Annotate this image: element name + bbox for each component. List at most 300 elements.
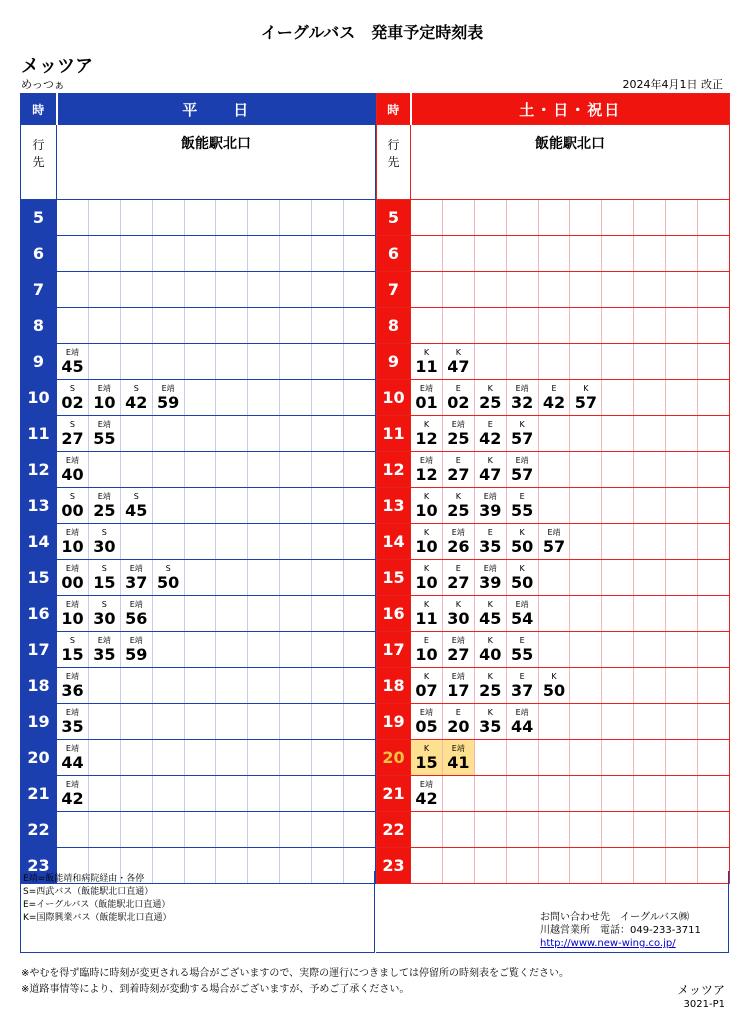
departure-slot: [442, 776, 474, 812]
route-code: E靖: [129, 636, 143, 645]
departure-slot: [442, 380, 474, 416]
route-code: E靖: [419, 456, 433, 465]
departure-slot: [411, 740, 443, 776]
departure-slot: [634, 776, 666, 812]
stop-kana: めっつぁ: [21, 78, 65, 91]
route-code: E靖: [65, 672, 79, 681]
route-code: S: [69, 636, 75, 645]
departure-slot: [506, 344, 538, 380]
departure-slot: [184, 308, 216, 344]
hour-cell: 15: [377, 560, 411, 596]
departure-slot: [120, 488, 152, 524]
departure-slot: [634, 596, 666, 632]
departure-slot: [88, 200, 120, 236]
hour-row: [21, 344, 376, 380]
departure-slot: [280, 668, 312, 704]
departure-slot: [474, 308, 506, 344]
route-code: E: [455, 708, 461, 717]
departure-slot: [474, 524, 506, 560]
departure-slot: [88, 812, 120, 848]
departure-slot: [248, 452, 280, 488]
departure-slot: [120, 740, 152, 776]
departure-slot: [88, 632, 120, 668]
route-code: S: [101, 564, 107, 573]
route-code: E靖: [97, 492, 111, 501]
departure-slot: [602, 704, 634, 740]
departure-slot: [216, 200, 248, 236]
hour-cell: 20: [377, 740, 411, 776]
contact-url-link[interactable]: http://www.new-wing.co.jp/: [540, 938, 676, 949]
departure-minute: 47: [479, 465, 502, 484]
departure-slot: [152, 272, 184, 308]
departure-slot: [666, 488, 698, 524]
departure-slot: [411, 524, 443, 560]
hour-cell: 11: [377, 416, 411, 452]
departure-minute: 27: [61, 429, 84, 448]
departure-slot: [538, 272, 570, 308]
weekday-timetable: [20, 93, 376, 884]
departure-slot: [88, 380, 120, 416]
departure-slot: [666, 560, 698, 596]
departure-minute: 50: [510, 573, 534, 592]
departure-slot: [216, 560, 248, 596]
departure-minute: 56: [125, 609, 148, 628]
departure-slot: [698, 560, 730, 596]
departure-slot: [120, 308, 152, 344]
departure-slot: [57, 596, 89, 632]
departure-slot: [602, 416, 634, 452]
notes: [21, 966, 569, 998]
departure-minute: 10: [61, 537, 84, 556]
hour-cell: 23: [21, 848, 57, 884]
departure-slot: [411, 236, 443, 272]
departure-slot: [698, 668, 730, 704]
hour-cell: 13: [21, 488, 57, 524]
departure-slot: [120, 272, 152, 308]
departure-minute: 45: [61, 357, 84, 376]
departure-slot: [312, 272, 344, 308]
departure-slot: [248, 632, 280, 668]
departure-slot: [184, 452, 216, 488]
route-code: E靖: [483, 564, 497, 573]
route-code: E: [519, 636, 525, 645]
departure-slot: [120, 596, 152, 632]
departure-slot: [602, 668, 634, 704]
route-code: E靖: [129, 600, 143, 609]
route-code: K: [423, 528, 430, 537]
departure-slot: [184, 596, 216, 632]
departure-slot: [57, 452, 89, 488]
route-code: K: [487, 600, 493, 609]
hour-cell: 11: [21, 416, 57, 452]
departure-slot: [248, 812, 280, 848]
departure-slot: [152, 308, 184, 344]
departure-slot: [538, 740, 570, 776]
departure-slot: [344, 452, 376, 488]
departure-slot: [698, 380, 730, 416]
departure-slot: [602, 272, 634, 308]
departure-minute: 42: [125, 393, 148, 412]
hour-row: [377, 488, 730, 524]
hour-row: [377, 704, 730, 740]
departure-minute: 55: [510, 645, 534, 664]
departure-minute: 37: [125, 573, 148, 592]
departure-slot: [312, 416, 344, 452]
hour-row: [377, 416, 730, 452]
hour-row: [377, 740, 730, 776]
departure-slot: [344, 668, 376, 704]
departure-slot: [666, 236, 698, 272]
departure-slot: [442, 344, 474, 380]
weekday-header: 平 日: [57, 94, 376, 125]
departure-slot: [538, 560, 570, 596]
departure-slot: [411, 380, 443, 416]
hour-row: [377, 380, 730, 416]
route-code: E靖: [547, 528, 561, 537]
departure-minute: 45: [125, 501, 148, 520]
departure-slot: [312, 452, 344, 488]
departure-slot: [538, 236, 570, 272]
departure-minute: 35: [479, 537, 502, 556]
departure-slot: [216, 308, 248, 344]
departure-slot: [602, 308, 634, 344]
route-code: S: [165, 564, 171, 573]
route-code: S: [69, 420, 75, 429]
departure-slot: [411, 416, 443, 452]
departure-slot: [506, 776, 538, 812]
departure-slot: [88, 740, 120, 776]
route-code: E靖: [97, 420, 111, 429]
departure-slot: [88, 704, 120, 740]
departure-slot: [538, 632, 570, 668]
route-code: S: [133, 492, 139, 501]
departure-slot: [57, 200, 89, 236]
departure-slot: [152, 704, 184, 740]
departure-slot: [411, 632, 443, 668]
departure-slot: [152, 596, 184, 632]
departure-slot: [442, 668, 474, 704]
departure-slot: [570, 812, 602, 848]
hour-row: [21, 200, 376, 236]
departure-slot: [152, 380, 184, 416]
hour-row: [377, 560, 730, 596]
departure-slot: [152, 560, 184, 596]
departure-minute: 41: [447, 753, 470, 772]
departure-slot: [312, 380, 344, 416]
hour-row: [377, 452, 730, 488]
departure-slot: [666, 632, 698, 668]
holiday-timetable: [376, 93, 730, 884]
departure-slot: [280, 380, 312, 416]
departure-minute: 40: [61, 465, 84, 484]
departure-slot: [666, 344, 698, 380]
departure-slot: [248, 524, 280, 560]
departure-minute: 05: [415, 717, 438, 736]
departure-minute: 10: [61, 609, 84, 628]
route-code: E: [487, 420, 493, 429]
departure-slot: [666, 272, 698, 308]
departure-slot: [152, 740, 184, 776]
departure-slot: [152, 236, 184, 272]
departure-slot: [411, 488, 443, 524]
route-code: E靖: [515, 384, 529, 393]
departure-slot: [312, 632, 344, 668]
footer-stop-name: メッツア: [676, 983, 725, 997]
departure-slot: [538, 380, 570, 416]
hour-row: [377, 812, 730, 848]
departure-minute: 27: [447, 465, 470, 484]
departure-slot: [506, 308, 538, 344]
departure-slot: [280, 308, 312, 344]
departure-minute: 50: [510, 537, 534, 556]
departure-minute: 44: [510, 717, 534, 736]
departure-slot: [698, 632, 730, 668]
departure-slot: [506, 596, 538, 632]
route-code: E: [519, 492, 525, 501]
departure-slot: [248, 668, 280, 704]
departure-slot: [184, 200, 216, 236]
departure-slot: [88, 452, 120, 488]
departure-slot: [280, 560, 312, 596]
departure-minute: 25: [447, 429, 470, 448]
departure-slot: [698, 812, 730, 848]
departure-slot: [312, 524, 344, 560]
departure-slot: [602, 236, 634, 272]
route-code: E靖: [419, 780, 433, 789]
route-code: E靖: [419, 384, 433, 393]
hour-row: [21, 704, 376, 740]
departure-minute: 25: [479, 681, 502, 700]
departure-slot: [698, 452, 730, 488]
departure-slot: [602, 596, 634, 632]
weekday-destination: 飯能駅北口: [57, 125, 376, 200]
departure-slot: [411, 704, 443, 740]
departure-slot: [538, 452, 570, 488]
departure-slot: [634, 524, 666, 560]
departure-slot: [666, 704, 698, 740]
departure-slot: [344, 272, 376, 308]
route-code: K: [519, 528, 525, 537]
departure-slot: [88, 272, 120, 308]
departure-slot: [442, 308, 474, 344]
hour-cell: 21: [377, 776, 411, 812]
departure-slot: [216, 704, 248, 740]
departure-slot: [57, 560, 89, 596]
hour-cell: 23: [377, 848, 411, 884]
route-code: E: [455, 564, 461, 573]
departure-slot: [312, 596, 344, 632]
departure-minute: 11: [415, 609, 438, 628]
departure-slot: [570, 236, 602, 272]
route-code: S: [133, 384, 139, 393]
departure-slot: [248, 596, 280, 632]
departure-slot: [152, 524, 184, 560]
departure-slot: [506, 740, 538, 776]
departure-slot: [184, 632, 216, 668]
departure-slot: [248, 272, 280, 308]
hour-row: [377, 776, 730, 812]
departure-minute: 02: [61, 393, 84, 412]
departure-slot: [280, 488, 312, 524]
hour-cell: 7: [377, 272, 411, 308]
departure-slot: [248, 236, 280, 272]
departure-slot: [344, 740, 376, 776]
departure-minute: 50: [542, 681, 566, 700]
route-code: E靖: [515, 708, 529, 717]
departure-slot: [344, 416, 376, 452]
route-code: E: [455, 384, 461, 393]
departure-slot: [184, 380, 216, 416]
departure-slot: [634, 380, 666, 416]
departure-slot: [474, 236, 506, 272]
route-code: E: [551, 384, 557, 393]
departure-slot: [570, 452, 602, 488]
hour-cell: 10: [21, 380, 57, 416]
hour-row: [21, 524, 376, 560]
departure-slot: [474, 740, 506, 776]
departure-minute: 00: [61, 573, 84, 592]
departure-slot: [411, 668, 443, 704]
departure-slot: [602, 488, 634, 524]
hour-row: [21, 488, 376, 524]
route-code: E靖: [451, 636, 465, 645]
hour-row: [21, 272, 376, 308]
departure-minute: 27: [447, 645, 470, 664]
departure-slot: [280, 452, 312, 488]
departure-slot: [411, 812, 443, 848]
departure-minute: 25: [479, 393, 502, 412]
hour-cell: 16: [377, 596, 411, 632]
hour-row: [377, 200, 730, 236]
route-code: E: [487, 528, 493, 537]
departure-minute: 57: [574, 393, 598, 412]
departure-slot: [570, 308, 602, 344]
departure-slot: [216, 524, 248, 560]
hour-cell: 14: [377, 524, 411, 560]
route-code: E靖: [451, 744, 465, 753]
hour-row: [21, 812, 376, 848]
departure-slot: [344, 344, 376, 380]
departure-slot: [442, 812, 474, 848]
departure-slot: [57, 740, 89, 776]
departure-slot: [570, 488, 602, 524]
departure-slot: [602, 740, 634, 776]
departure-slot: [120, 200, 152, 236]
departure-slot: [152, 812, 184, 848]
departure-slot: [570, 740, 602, 776]
departure-slot: [474, 488, 506, 524]
hour-row: [21, 416, 376, 452]
hour-cell: 5: [21, 200, 57, 236]
route-code: K: [487, 708, 493, 717]
departure-minute: 54: [510, 609, 534, 628]
departure-slot: [634, 308, 666, 344]
hour-cell: 5: [377, 200, 411, 236]
departure-slot: [666, 740, 698, 776]
departure-slot: [474, 344, 506, 380]
departure-minute: 59: [125, 645, 148, 664]
departure-minute: 57: [510, 465, 534, 484]
page-title: イーグルバス 発車予定時刻表: [260, 23, 484, 42]
departure-slot: [344, 308, 376, 344]
hour-row: [21, 308, 376, 344]
departure-slot: [152, 668, 184, 704]
departure-slot: [280, 272, 312, 308]
departure-slot: [57, 344, 89, 380]
departure-slot: [666, 596, 698, 632]
departure-slot: [698, 740, 730, 776]
route-code: E靖: [65, 780, 79, 789]
departure-slot: [312, 308, 344, 344]
departure-slot: [506, 524, 538, 560]
departure-slot: [344, 236, 376, 272]
departure-slot: [184, 344, 216, 380]
route-code: E靖: [451, 672, 465, 681]
route-code: E: [455, 456, 461, 465]
departure-slot: [442, 560, 474, 596]
departure-slot: [312, 740, 344, 776]
departure-slot: [538, 200, 570, 236]
departure-minute: 10: [415, 645, 438, 664]
departure-slot: [442, 416, 474, 452]
departure-slot: [698, 236, 730, 272]
route-code: E: [423, 636, 429, 645]
route-code: E靖: [65, 348, 79, 357]
hour-cell: 7: [21, 272, 57, 308]
departure-slot: [634, 740, 666, 776]
departure-slot: [666, 452, 698, 488]
departure-slot: [538, 308, 570, 344]
departure-slot: [474, 596, 506, 632]
departure-slot: [442, 488, 474, 524]
hour-cell: 16: [21, 596, 57, 632]
departure-minute: 15: [61, 645, 84, 664]
route-code: K: [423, 564, 430, 573]
departure-slot: [442, 272, 474, 308]
departure-minute: 25: [93, 501, 116, 520]
hour-row: [377, 524, 730, 560]
departure-slot: [570, 596, 602, 632]
departure-slot: [442, 704, 474, 740]
route-code: K: [423, 672, 430, 681]
route-code: S: [101, 528, 107, 537]
weekday-header-row: [21, 94, 376, 125]
departure-slot: [280, 740, 312, 776]
departure-slot: [88, 668, 120, 704]
departure-minute: 12: [415, 429, 438, 448]
departure-slot: [184, 416, 216, 452]
departure-slot: [280, 524, 312, 560]
departure-minute: 12: [415, 465, 438, 484]
route-code: E靖: [65, 600, 79, 609]
route-code: S: [69, 492, 75, 501]
departure-slot: [184, 668, 216, 704]
departure-slot: [344, 632, 376, 668]
departure-slot: [216, 452, 248, 488]
departure-slot: [411, 272, 443, 308]
departure-slot: [88, 308, 120, 344]
route-code: K: [487, 384, 493, 393]
departure-slot: [666, 416, 698, 452]
departure-slot: [602, 776, 634, 812]
departure-slot: [634, 704, 666, 740]
departure-slot: [120, 452, 152, 488]
departure-slot: [216, 740, 248, 776]
departure-slot: [698, 704, 730, 740]
contact-company: お問い合わせ先 イーグルバス㈱: [540, 912, 689, 923]
departure-slot: [184, 812, 216, 848]
departure-slot: [57, 776, 89, 812]
